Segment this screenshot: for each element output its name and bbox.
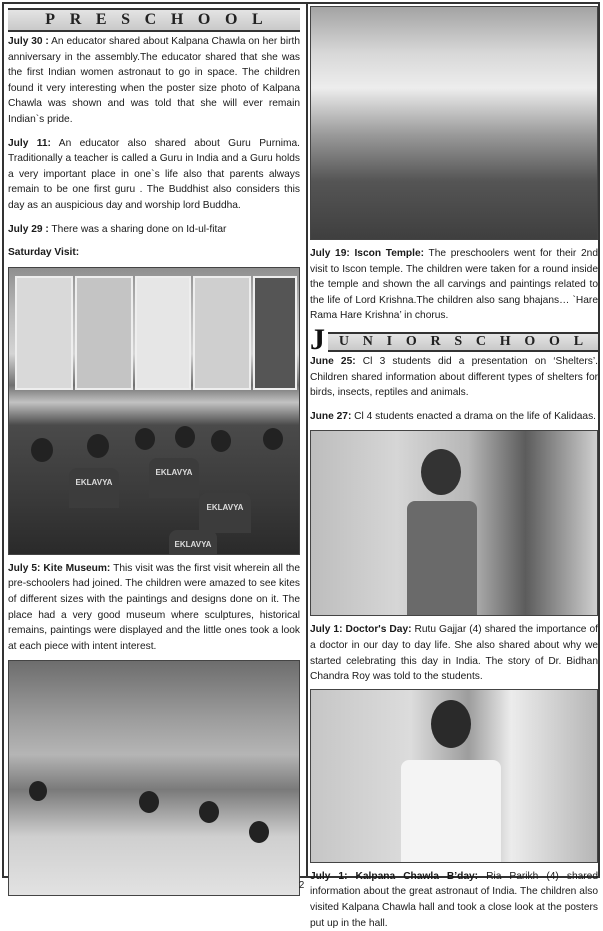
entry-text: Cl 3 students did a presentation on ‘Shelters’. Children shared information about different types of shelters for birds, insects, reptiles and animals. [310,355,598,399]
drop-cap: J [310,322,325,356]
column-divider [306,4,308,876]
child-head [29,781,47,801]
shirt-text: EKLAVYA [155,467,193,477]
entry-iscon-temple [310,246,598,324]
heading-letter: R [430,333,441,349]
child-head [175,426,195,448]
display-panel [193,276,251,390]
child-head [199,801,219,823]
child-shirt [199,493,251,533]
heading-letter: E [95,11,107,28]
saturday-visit-label [8,245,300,261]
child-head [249,821,269,843]
heading-letter: O [197,11,211,28]
left-column [8,4,300,896]
entry-date: July 19: Iscon Temple: [310,248,425,259]
entry-date: July 11: [8,137,51,149]
entry-text: There was a sharing done on Id-ul-fitar [48,223,227,235]
entry-date: June 27: [310,410,352,422]
entry-kite-museum [8,561,300,655]
display-panel [253,276,297,390]
junior-school-heading [310,322,598,356]
entry-date: July 1: Kalpana Chawla B’day: [310,870,479,882]
child-shirt [69,468,119,508]
entry-date: June 25: [310,355,356,367]
entry-text: Ria Parikh (4) shared information about the great astronaut of India. The children also visited Kalpana Chawla hall and took a close look at the posters put up in the hall. [310,870,598,929]
child-head [135,428,155,450]
entry-kalpana-bday [310,869,598,931]
display-panel [135,276,191,390]
heading-letter: O [224,11,238,28]
heading-letter: I [386,333,393,349]
shirt-text: EKLAVYA [174,539,212,549]
child-head [31,438,53,462]
museum-photo [8,267,300,555]
heading-letter: O [405,333,417,349]
heading-letter: O [524,333,536,349]
speaker-shirt [401,760,501,862]
child-shirt [169,530,217,554]
entry-date: July 29 : [8,223,49,235]
entry-text: An educator also shared about Guru Purnima. Traditionally a teacher is called a Guru in India and a Guru holds a very important place in one`s life also that parents always remain to be one first guru . The Buddhist also considers this day as an auspicious day and worship lord Buddha. [8,137,300,211]
heading-letter: H [170,11,184,28]
heading-letter: C [144,11,157,28]
heading-letter: H [499,333,511,349]
entry-text: The preschoolers went for their 2nd visit to Iscon temple. The children were taken for a round inside the temple and shown the all carvings and paintings related to the life of Lord Krishna.The children also sang bhajans… `Hare Rama Hare Krishna’ in chorus. [310,248,598,322]
subheading: Saturday Visit: [8,247,80,259]
right-column [310,4,598,931]
temple-walk-photo [8,660,300,896]
entry-date: July 30 : [8,36,49,47]
heading-letter: O [549,333,560,349]
heading-letter: C [475,333,487,349]
child-head [87,434,109,458]
heading-letter: N [362,333,373,349]
entry-july-30 [8,34,300,128]
heading-letter: R [69,11,82,28]
heading-letter: P [45,11,56,28]
entry-date: July 1: Doctor's Day: [310,624,412,636]
page-number: 2 [298,880,305,891]
speaker-head [421,449,461,495]
heading-letter: S [454,333,463,349]
entry-july-11 [8,136,300,214]
shirt-text: EKLAVYA [75,477,113,487]
entry-text: Cl 4 students enacted a drama on the life of Kalidaas. [351,410,596,422]
heading-letter: L [573,333,584,349]
kalpana-bday-photo [310,689,598,863]
heading-letter: S [121,11,131,28]
newsletter-page [2,2,600,929]
doctors-day-photo [310,430,598,616]
child-shirt [149,458,199,498]
heading-letter: L [252,11,263,28]
child-head [139,791,159,813]
entry-text: This visit was the first visit wherein all the pre-schoolers had joined. The children were amazed to see kites of different sizes with the paintings and designs done on it. The place had a very good museum where sculptures, historical remains, paintings were displayed and the little ones took a look at each piece with intent interest. [8,562,300,652]
speaker-head [431,700,471,748]
child-head [211,430,231,452]
entry-june-27 [310,409,598,425]
entry-text: Rutu Gajjar (4) shared the importance of a doctor in our day to day life. She also shared about why we started celebrating this day in India. The story of Dr. Bidhan Chandra Roy was told to the students. [310,624,598,683]
display-panel [75,276,133,390]
display-panel [15,276,73,390]
temple-seated-photo [310,6,598,240]
child-head [263,428,283,450]
speaker-shirt [407,501,477,615]
entry-july-29 [8,222,300,238]
entry-june-25 [310,354,598,401]
preschool-heading [8,8,300,32]
junior-banner [328,332,598,352]
heading-letter: U [338,333,349,349]
entry-doctors-day [310,622,598,684]
entry-date: July 5: Kite Museum: [8,562,111,574]
entry-text: An educator shared about Kalpana Chawla on her birth anniversary in the assembly.The educator shared that she was the first Indian women astronaut to go in space. The children found it very interesting when the poster size photo of Kalpana Chawla was shown and was told that she will ever remain Indian`s pride. [8,36,300,125]
shirt-text: EKLAVYA [206,502,244,512]
